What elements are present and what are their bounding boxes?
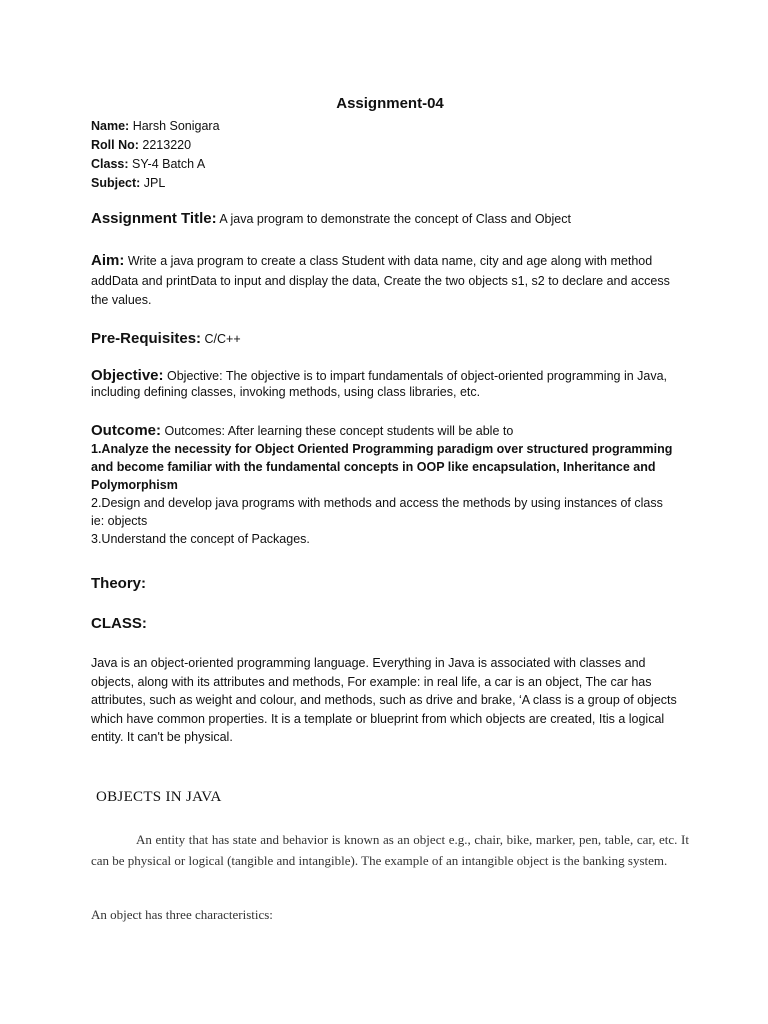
class-label: Class: xyxy=(91,157,129,171)
outcome-text: Outcomes: After learning these concept students will be able to xyxy=(161,424,514,438)
class-row xyxy=(91,155,220,174)
class-heading: CLASS: xyxy=(91,615,147,632)
objective-section xyxy=(91,368,681,400)
aim-text: Write a java program to create a class Student with data name, city and age along with method addData and printData to input and display the data, Create the two objects s1, s2 to declare and access the values. xyxy=(91,254,670,307)
outcome-section xyxy=(91,422,676,548)
name-label: Name: xyxy=(91,119,130,133)
roll-label: Roll No: xyxy=(91,138,139,152)
class-paragraph: Java is an object-oriented programming language. Everything in Java is associated with classes and objects, along with its attributes and methods, For example: in real life, a car is an object, The car has attributes, such as weight and colour, and methods, such as drive and brake, ‘A class is a group of objects which have common properties. It is a template or blueprint from which objects are created, Itis a logical entity. It can't be physical. xyxy=(91,656,677,744)
prerequisites-section xyxy=(91,330,681,348)
outcome-item-2: 2.Design and develop java programs with methods and access the methods by using instances of class ie: objects xyxy=(91,496,663,528)
objects-heading: OBJECTS IN JAVA xyxy=(96,789,222,805)
outcome-label: Outcome: xyxy=(91,422,162,439)
subject-row xyxy=(91,174,220,193)
roll-value: 2213220 xyxy=(138,138,192,152)
characteristics-line: An object has three characteristics: xyxy=(91,907,273,922)
assignment-title-label: Assignment Title: xyxy=(91,210,217,227)
prerequisites-text: C/C++ xyxy=(201,332,241,346)
name-row xyxy=(91,117,220,136)
class-value: SY-4 Batch A xyxy=(128,157,206,171)
page-title: Assignment-04 xyxy=(336,95,444,112)
objective-label: Objective: xyxy=(91,367,164,384)
name-value: Harsh Sonigara xyxy=(129,119,220,133)
assignment-title-section xyxy=(91,210,681,228)
theory-heading: Theory: xyxy=(91,575,147,592)
aim-section xyxy=(91,251,681,311)
student-info xyxy=(91,117,220,193)
aim-label: Aim: xyxy=(91,252,125,269)
theory-section xyxy=(91,575,681,593)
objective-text: Objective: The objective is to impart fundamentals of object-oriented programming in Java, including defining classes, invoking methods, using class libraries, etc. xyxy=(91,369,668,399)
assignment-title-text: A java program to demonstrate the concept of Class and Object xyxy=(216,212,571,226)
outcome-item-1: 1.Analyze the necessity for Object Oriented Programming paradigm over structured programming and become familiar with the fundamental concepts in OOP like encapsulation, Inheritance and Polymorphism xyxy=(91,442,673,492)
roll-row xyxy=(91,136,220,155)
class-section xyxy=(91,615,681,633)
objects-paragraph: An entity that has state and behavior is known as an object e.g., chair, bike, marker, pen, table, car, etc. It can be physical or logical (tangible and intangible). The example of an intangible object is the banking system. xyxy=(91,832,689,868)
subject-value: JPL xyxy=(140,176,166,190)
outcome-item-3: 3.Understand the concept of Packages. xyxy=(91,532,310,546)
subject-label: Subject: xyxy=(91,176,141,190)
prerequisites-label: Pre-Requisites: xyxy=(91,330,202,347)
